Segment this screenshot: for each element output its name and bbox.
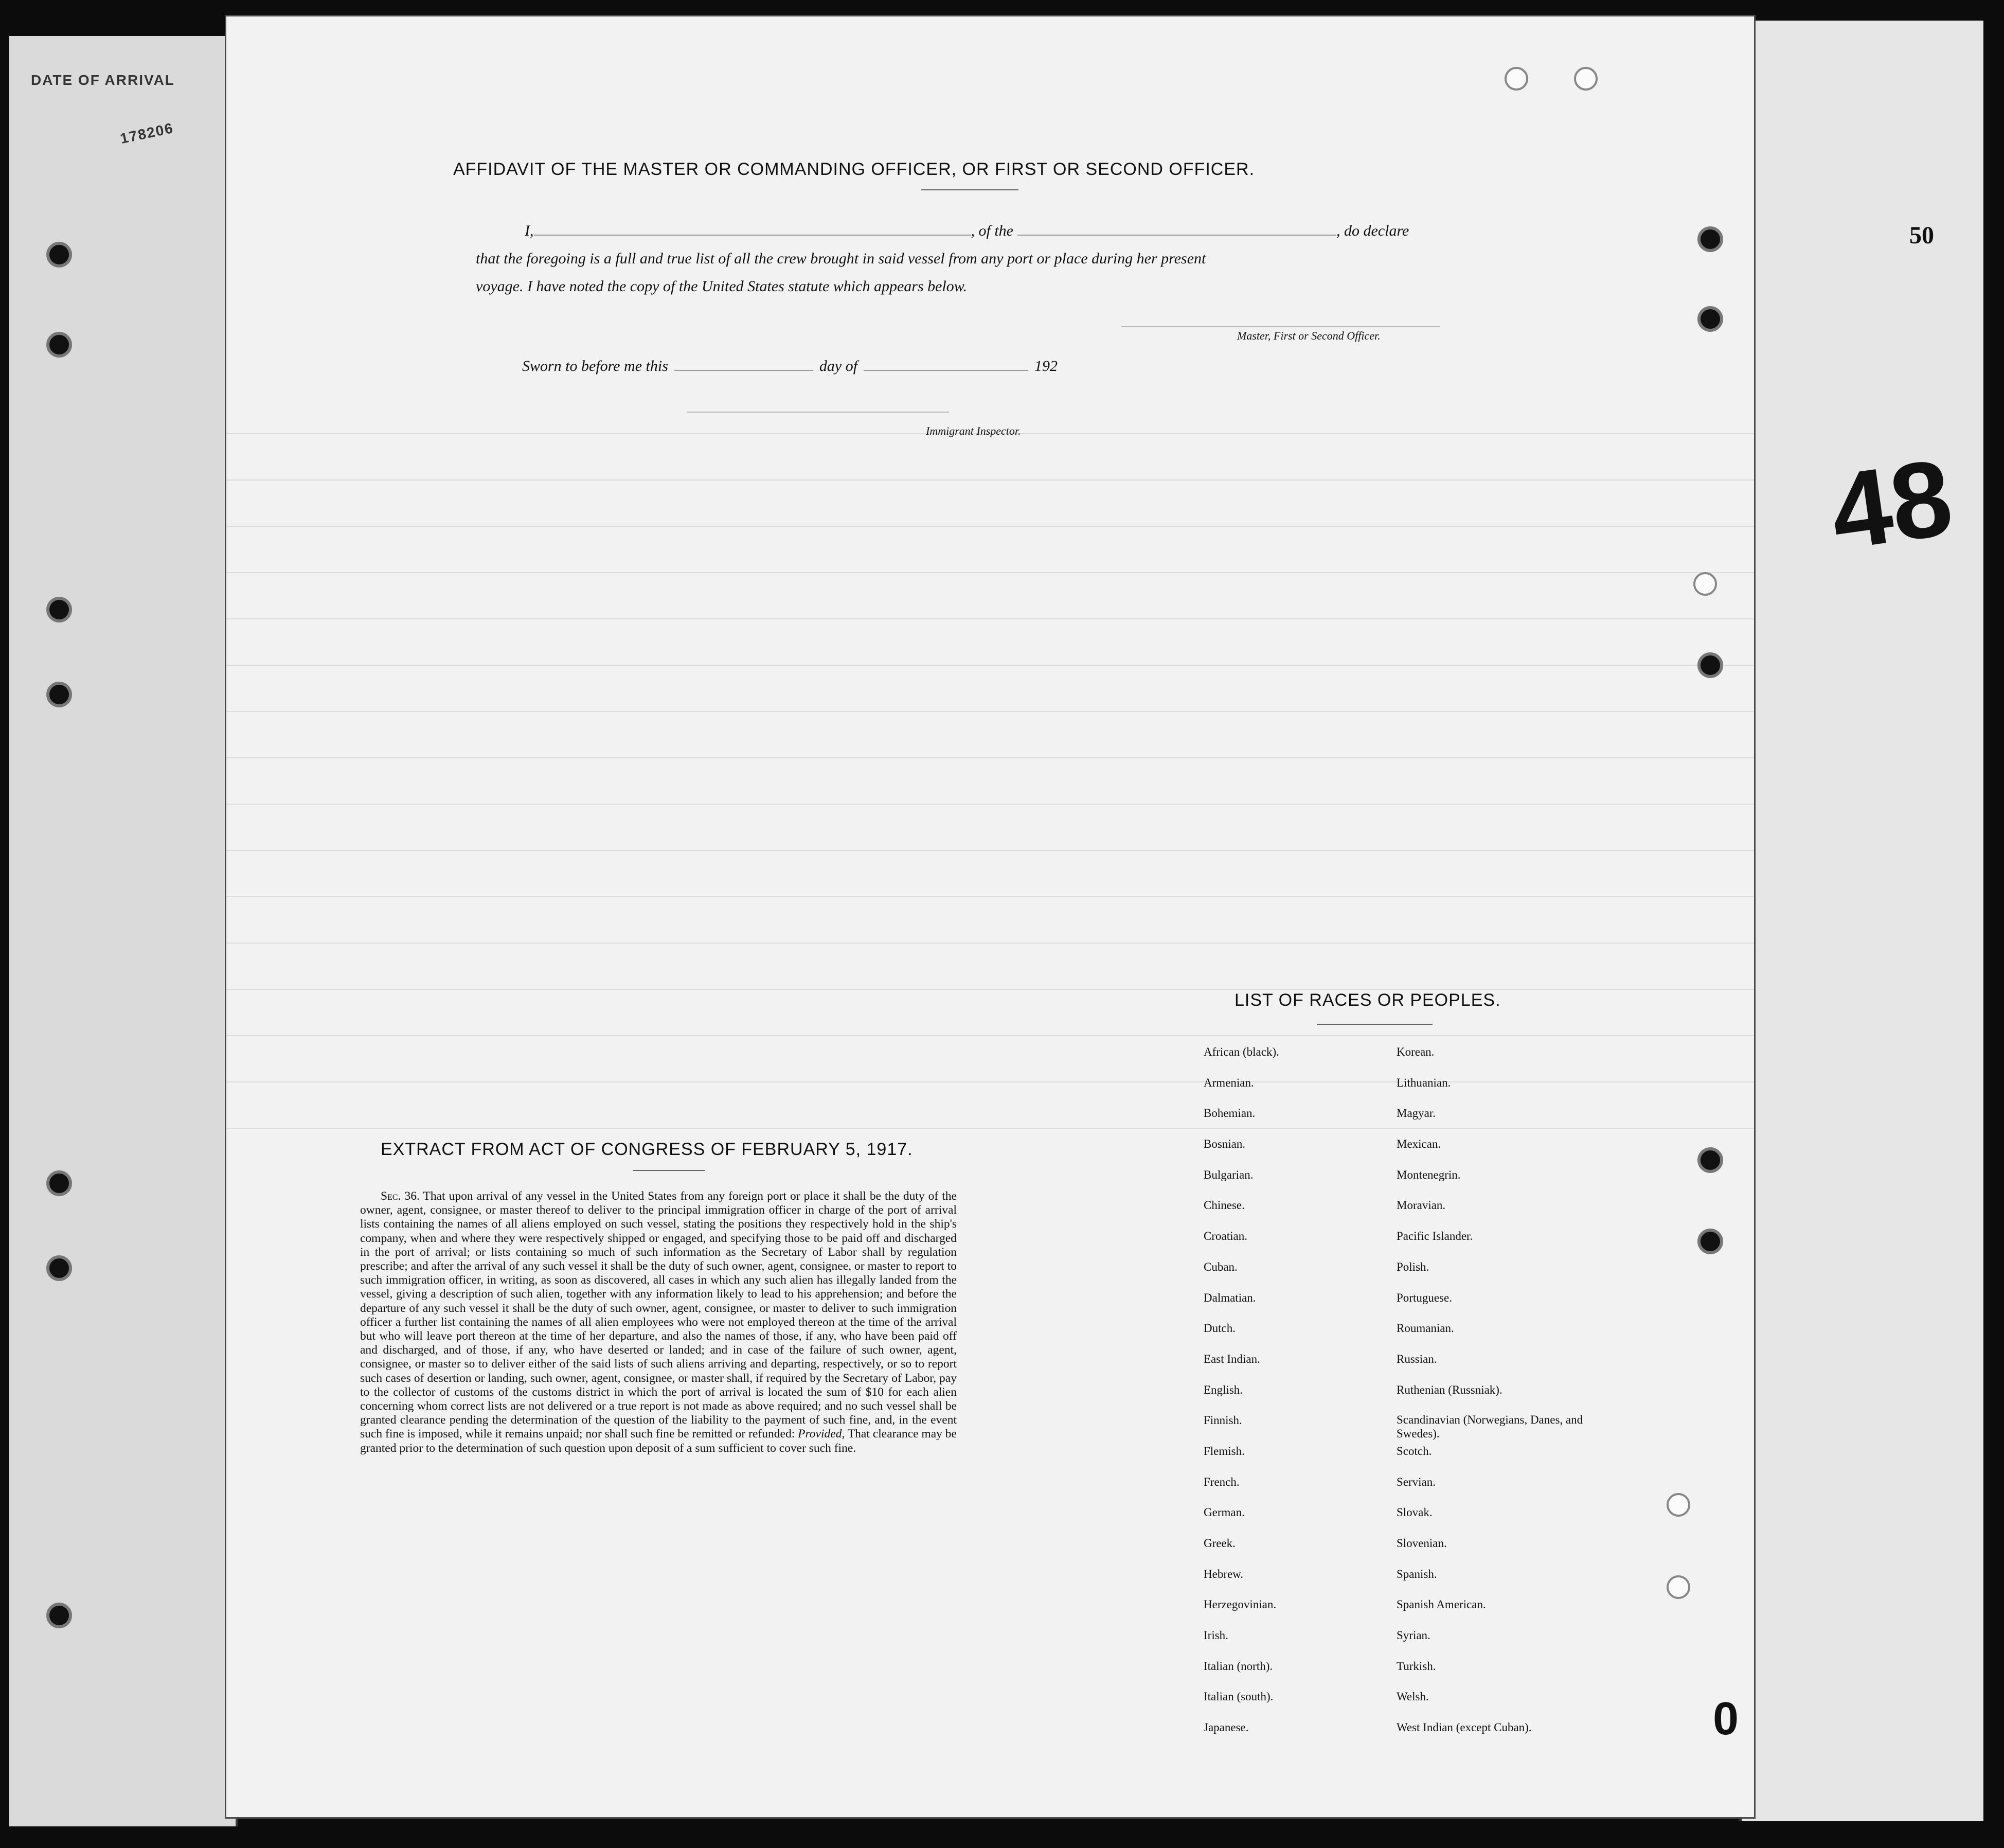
race-item: Roumanian.: [1397, 1322, 1454, 1335]
punch-hole: [1697, 1229, 1723, 1254]
race-item: Herzegovinian.: [1204, 1598, 1277, 1611]
title-rule: [921, 189, 1018, 190]
sworn-line: [522, 358, 1058, 375]
punch-hole: [46, 1255, 72, 1281]
day-blank: [674, 358, 813, 371]
race-item: Croatian.: [1204, 1230, 1247, 1243]
race-item: Portuguese.: [1397, 1291, 1452, 1304]
race-item: Welsh.: [1397, 1690, 1429, 1703]
race-item: Spanish American.: [1397, 1598, 1486, 1611]
race-item: Ruthenian (Russniak).: [1397, 1383, 1502, 1396]
race-item: Mexican.: [1397, 1138, 1441, 1151]
page-number: 50: [1909, 222, 1934, 249]
race-item: Italian (south).: [1204, 1690, 1274, 1703]
race-item: Russian.: [1397, 1352, 1437, 1365]
punch-hole: [1574, 67, 1598, 91]
punch-hole: [1667, 1575, 1690, 1599]
extract-body: [360, 1189, 957, 1455]
race-item: Moravian.: [1397, 1199, 1446, 1212]
race-item: Turkish.: [1397, 1659, 1436, 1673]
extract-title: EXTRACT FROM ACT OF CONGRESS OF FEBRUARY 5, 1917.: [381, 1140, 913, 1159]
race-item: Scandinavian (Norwegians, Danes, and Swedes).: [1397, 1413, 1583, 1441]
race-item: Dalmatian.: [1204, 1291, 1256, 1304]
race-item: German.: [1204, 1506, 1245, 1519]
race-item: Hebrew.: [1204, 1567, 1244, 1580]
race-item: Scotch.: [1397, 1444, 1432, 1458]
affidavit-line-1: [525, 222, 1409, 240]
race-item: Chinese.: [1204, 1199, 1245, 1212]
punch-hole: [1667, 1493, 1690, 1517]
statute-text: That upon arrival of any vessel in the United States from any foreign port or place it shall be the duty of the owner, agent, consignee, or master thereof to deliver to the principal immigration officer in charge of the port of arrival lists containing the names of all aliens employed on such vessel, stating the positions they respectively hold in the ship's company, when and where they were respectively shipped or engaged, and specifying those to be paid off and discharged in the port of arrival; or lists containing so much of such information as the Secretary of Labor shall by regulation prescribe; and after the arrival of any such vessel it shall be the duty of such owner, agent, consignee, or master to report to such immigration officer, in writing, as soon as discovered, all cases in which any such alien has illegally landed from the vessel, giving a description of such alien, together with any information likely to lead to his apprehension; and before the departure of any such vessel it shall be the duty of such owner, agent, consignee, or master to deliver to such immigration officer a further list containing the names of all alien employees who were not employed thereon at the time of the arrival but who will leave port thereon at the time of her departure, and also the names of those, if any, who have been paid off and discharged, and of those, if any, who have deserted or landed; and in case of the failure of such owner, agent, consignee, or master so to deliver either of the said lists of such aliens arriving and departing, respectively, or so to report such cases of desertion or landing, such owner, agent, consignee, or master shall, if required by the Secretary of Labor, pay to the collector of customs of the customs district in which the port of arrival is located the sum of $10 for each alien concerning whom correct lists are not delivered or a true report is not made as above required; and no such vessel shall be granted clearance pending the determination of the question of the liability to the payment of such fine, and, in the event such fine is imposed, while it remains unpaid; nor shall such fine be remitted or refunded:: [360, 1189, 957, 1441]
year-prefix: 192: [1034, 358, 1058, 375]
race-item: Pacific Islander.: [1397, 1230, 1473, 1243]
month-blank: [864, 358, 1028, 371]
punch-hole: [46, 682, 72, 707]
race-item: Armenian.: [1204, 1076, 1254, 1089]
race-item: English.: [1204, 1383, 1243, 1396]
race-item: Flemish.: [1204, 1444, 1245, 1458]
arrival-stamp-line1: DATE OF ARRIVAL: [31, 72, 175, 88]
punch-hole: [1697, 226, 1723, 252]
proviso-text: That clearance may be granted prior to the determination of such question upon deposit of a sum sufficient to cover such fine.: [360, 1427, 957, 1455]
inspector-line: [687, 412, 949, 413]
handwritten-number: 48: [1823, 436, 1959, 573]
affidavit-line-3: voyage. I have noted the copy of the United States statute which appears below.: [476, 278, 968, 295]
races-rule: [1317, 1024, 1433, 1025]
race-item: Dutch.: [1204, 1322, 1236, 1335]
signature-line: [1121, 326, 1440, 327]
race-item: Bulgarian.: [1204, 1168, 1254, 1181]
punch-hole: [1693, 572, 1717, 596]
affidavit-do-declare: , do declare: [1336, 222, 1409, 239]
punch-hole: [46, 597, 72, 623]
punch-hole: [1505, 67, 1528, 91]
race-item: Polish.: [1397, 1260, 1429, 1273]
underlying-page-left: [9, 36, 238, 1826]
signature-caption: Master, First or Second Officer.: [1237, 329, 1381, 342]
affidavit-i: I,: [525, 222, 534, 239]
race-item: Montenegrin.: [1397, 1168, 1461, 1181]
punch-hole: [46, 332, 72, 358]
punch-hole: [1697, 1147, 1723, 1173]
vessel-blank: [1017, 222, 1336, 236]
race-item: Japanese.: [1204, 1721, 1249, 1734]
affidavit-line-2: that the foregoing is a full and true list of all the crew brought in said vessel from any port or place during her present: [476, 250, 1206, 267]
inspector-caption: Immigrant Inspector.: [926, 424, 1021, 437]
race-item: Cuban.: [1204, 1260, 1238, 1273]
races-column-1: [1204, 1044, 1399, 1751]
race-item: French.: [1204, 1475, 1240, 1488]
race-item: Lithuanian.: [1397, 1076, 1451, 1089]
underlying-page-right: [1739, 21, 1983, 1821]
race-item: Italian (north).: [1204, 1659, 1273, 1673]
day-of: day of: [819, 358, 858, 375]
arrival-stamp-number: 178206: [118, 119, 175, 147]
punch-hole: [46, 1603, 72, 1628]
race-item: West Indian (except Cuban).: [1397, 1721, 1532, 1734]
race-item: Spanish.: [1397, 1567, 1437, 1580]
extract-rule: [633, 1170, 705, 1171]
race-item: Slovenian.: [1397, 1537, 1447, 1550]
races-title: LIST OF RACES OR PEOPLES.: [1234, 990, 1501, 1010]
race-item: Bosnian.: [1204, 1138, 1246, 1151]
race-item: Irish.: [1204, 1629, 1228, 1642]
race-item: Magyar.: [1397, 1107, 1436, 1120]
affidavit-of-the: , of the: [971, 222, 1013, 239]
race-item: East Indian.: [1204, 1352, 1260, 1365]
name-blank: [534, 222, 971, 236]
races-column-2: [1397, 1044, 1613, 1751]
affidavit-title: AFFIDAVIT OF THE MASTER OR COMMANDING OFFICER, OR FIRST OR SECOND OFFICER.: [453, 159, 1255, 179]
punch-hole: [1697, 306, 1723, 332]
proviso-label: Provided,: [798, 1427, 845, 1441]
handwritten-mark: 0: [1713, 1693, 1739, 1745]
race-item: Syrian.: [1397, 1629, 1430, 1642]
race-item: Bohemian.: [1204, 1107, 1256, 1120]
race-item: Greek.: [1204, 1537, 1236, 1550]
punch-hole: [46, 1170, 72, 1196]
punch-hole: [1697, 652, 1723, 678]
sworn-prefix: Sworn to before me this: [522, 358, 668, 375]
race-item: Finnish.: [1204, 1414, 1242, 1427]
race-item: Servian.: [1397, 1475, 1436, 1488]
race-item: Korean.: [1397, 1045, 1435, 1058]
race-item: African (black).: [1204, 1045, 1279, 1058]
section-label: Sec. 36.: [381, 1189, 420, 1203]
punch-hole: [46, 242, 72, 268]
race-item: Slovak.: [1397, 1506, 1433, 1519]
